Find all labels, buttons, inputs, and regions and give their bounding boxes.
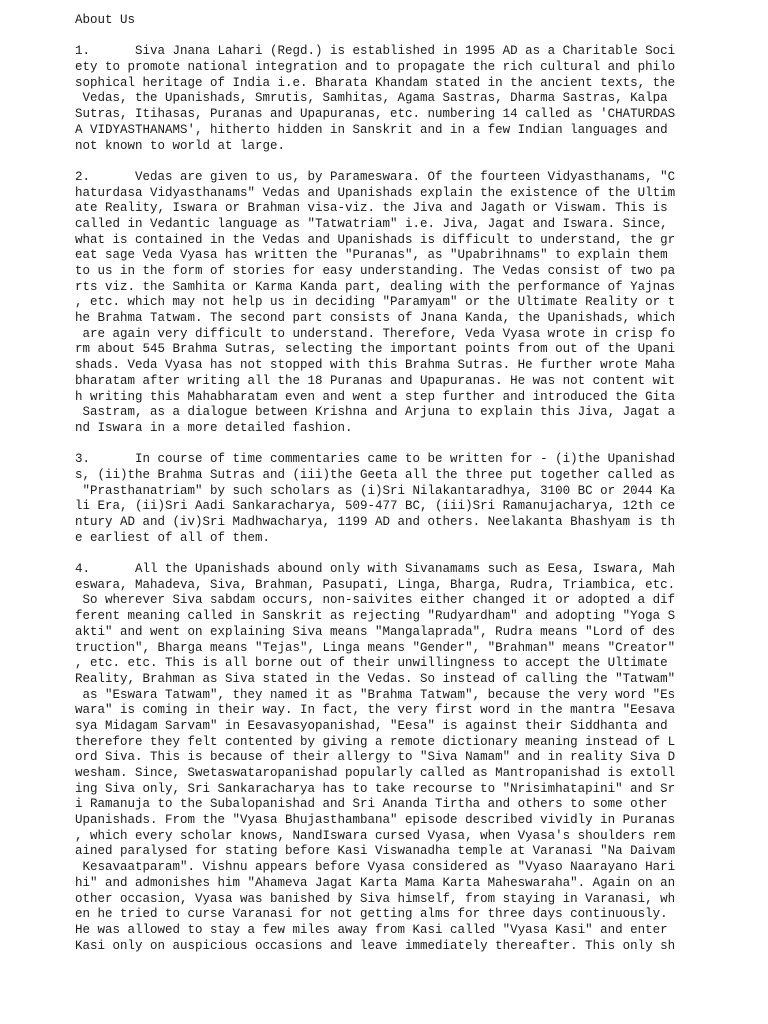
document-body — [75, 13, 675, 954]
text-line: 2. Vedas are given to us, by Parameswara. Of the fourteen Vidyasthanams, "C — [75, 169, 676, 184]
text-line: So wherever Siva sabdam occurs, non-saivites either changed it or adopted a dif — [75, 593, 676, 608]
text-line: s, (ii)the Brahma Sutras and (iii)the Geeta all the three put together called as — [75, 467, 676, 482]
text-line: eswara, Mahadeva, Siva, Brahman, Pasupati, Linga, Bharga, Rudra, Triambica, etc. — [75, 577, 676, 592]
text-line: Kasi only on auspicious occasions and leave immediately thereafter. This only sh — [75, 938, 676, 953]
text-line: ained paralysed for stating before Kasi Viswanadha temple at Varanasi "Na Daivam — [75, 844, 676, 859]
text-line: "Prasthanatriam" by such scholars as (i)Sri Nilakantaradhya, 3100 BC or 2044 Ka — [75, 483, 676, 498]
text-line: haturdasa Vidyasthanams" Vedas and Upanishads explain the existence of the Ultim — [75, 185, 676, 200]
text-line: eat sage Veda Vyasa has written the "Puranas", as "Upabrihnams" to explain them — [75, 248, 668, 263]
text-line: called in Vedantic language as "Tatwatriam" i.e. Jiva, Jagat and Iswara. Since, — [75, 216, 668, 231]
text-line: shads. Veda Vyasa has not stopped with this Brahma Sutras. He further wrote Maha — [75, 358, 676, 373]
text-line: , which every scholar knows, NandIswara cursed Vyasa, when Vyasa's shoulders rem — [75, 828, 676, 843]
text-line — [75, 546, 675, 562]
text-line: i Ramanuja to the Subalopanishad and Sri Ananda Tirtha and others to some other — [75, 797, 668, 812]
text-line: are again very difficult to understand. Therefore, Veda Vyasa wrote in crisp fo — [75, 326, 676, 341]
text-line: li Era, (ii)Sri Aadi Sankaracharya, 509-477 BC, (iii)Sri Ramanujacharya, 12th ce — [75, 499, 676, 514]
text-line: Reality, Brahman as Siva stated in the Vedas. So instead of calling the "Tatwam" — [75, 671, 676, 686]
text-line: nd Iswara in a more detailed fashion. — [75, 420, 353, 435]
text-line: ferent meaning called in Sanskrit as rejecting "Rudyardham" and adopting "Yoga S — [75, 609, 676, 624]
text-line: what is contained in the Vedas and Upanishads is difficult to understand, the gr — [75, 232, 676, 247]
text-line: , etc. which may not help us in deciding "Paramyam" or the Ultimate Reality or t — [75, 295, 676, 310]
text-line: 3. In course of time commentaries came to be written for - (i)the Upanishad — [75, 452, 676, 467]
text-line: A VIDYASTHANAMS', hitherto hidden in Sanskrit and in a few Indian languages and — [75, 122, 668, 137]
text-line: to us in the form of stories for easy understanding. The Vedas consist of two pa — [75, 264, 676, 278]
text-line: ntury AD and (iv)Sri Madhwacharya, 1199 AD and others. Neelakanta Bhashyam is th — [75, 515, 676, 529]
text-line: therefore they felt contented by giving a remote dictionary meaning instead of L — [75, 734, 676, 749]
text-line: rts viz. the Samhita or Karma Kanda part, dealing with the performance of Yajnas — [75, 279, 676, 294]
text-line: 4. All the Upanishads abound only with Sivanamams such as Eesa, Iswara, Mah — [75, 562, 676, 577]
text-line: other occasion, Vyasa was banished by Siva himself, from staying in Varanasi, wh — [75, 891, 676, 906]
text-line: not known to world at large. — [75, 138, 286, 153]
text-line: h writing this Mahabharatam even and went a step further and introduced the Gita — [75, 389, 676, 404]
text-line: Kesavaatparam". Vishnu appears before Vyasa considered as "Vyaso Naarayano Hari — [75, 860, 676, 875]
text-line: Vedas, the Upanishads, Smrutis, Samhitas, Agama Sastras, Dharma Sastras, Kalpa — [75, 91, 668, 106]
text-line: ety to promote national integration and to propagate the rich cultural and philo — [75, 60, 676, 75]
text-line: ate Reality, Iswara or Brahman visa-viz. the Jiva and Jagath or Viswam. This is — [75, 201, 668, 216]
text-line: e earliest of all of them. — [75, 530, 271, 545]
text-line: , etc. etc. This is all borne out of their unwillingness to accept the Ultimate — [75, 656, 668, 671]
text-line: bharatam after writing all the 18 Puranas and Upapuranas. He was not content wit — [75, 373, 676, 388]
text-line: Sutras, Itihasas, Puranas and Upapuranas, etc. numbering 14 called as 'CHATURDAS — [75, 107, 676, 122]
text-line: as "Eswara Tatwam", they named it as "Brahma Tatwam", because the very word "Es — [75, 687, 676, 702]
text-line: Upanishads. From the "Vyasa Bhujasthambana" episode described vividly in Puranas — [75, 813, 676, 828]
text-line: sya Midagam Sarvam" in Eesavasyopanishad, "Eesa" is against their Siddhanta and — [75, 718, 668, 733]
text-line: truction", Bharga means "Tejas", Linga means "Gender", "Brahman" means "Creator" — [75, 640, 676, 655]
text-line — [75, 29, 675, 45]
text-line: 1. Siva Jnana Lahari (Regd.) is established in 1995 AD as a Charitable Soci — [75, 44, 676, 59]
text-line: rm about 545 Brahma Sutras, selecting the important points from out of the Upani — [75, 342, 676, 357]
text-line: sophical heritage of India i.e. Bharata Khandam stated in the ancient texts, the — [75, 75, 676, 90]
text-line: wara" is coming in their way. In fact, the very first word in the mantra "Eesava — [75, 703, 676, 718]
text-line: ing Siva only, Sri Sankaracharya has to take recourse to "Nrisimhatapini" and Sr — [75, 781, 676, 796]
text-line: ord Siva. This is because of their allergy to "Siva Namam" and in reality Siva D — [75, 750, 676, 765]
text-line: en he tried to curse Varanasi for not getting alms for three days continuously. — [75, 907, 668, 922]
text-line: hi" and admonishes him "Ahameva Jagat Karta Mama Karta Maheswaraha". Again on an — [75, 875, 676, 890]
text-line: he Brahma Tatwam. The second part consists of Jnana Kanda, the Upanishads, which — [75, 311, 676, 326]
page-title: About Us — [75, 13, 136, 27]
text-line: akti" and went on explaining Siva means "Mangalaprada", Rudra means "Lord of des — [75, 624, 676, 639]
text-line: wesham. Since, Swetaswataropanishad popularly called as Mantropanishad is extoll — [75, 766, 676, 780]
text-line: Sastram, as a dialogue between Krishna and Arjuna to explain this Jiva, Jagat a — [75, 405, 676, 420]
text-line — [75, 154, 675, 170]
text-line — [75, 437, 675, 453]
text-line: He was allowed to stay a few miles away from Kasi called "Vyasa Kasi" and enter — [75, 922, 668, 937]
